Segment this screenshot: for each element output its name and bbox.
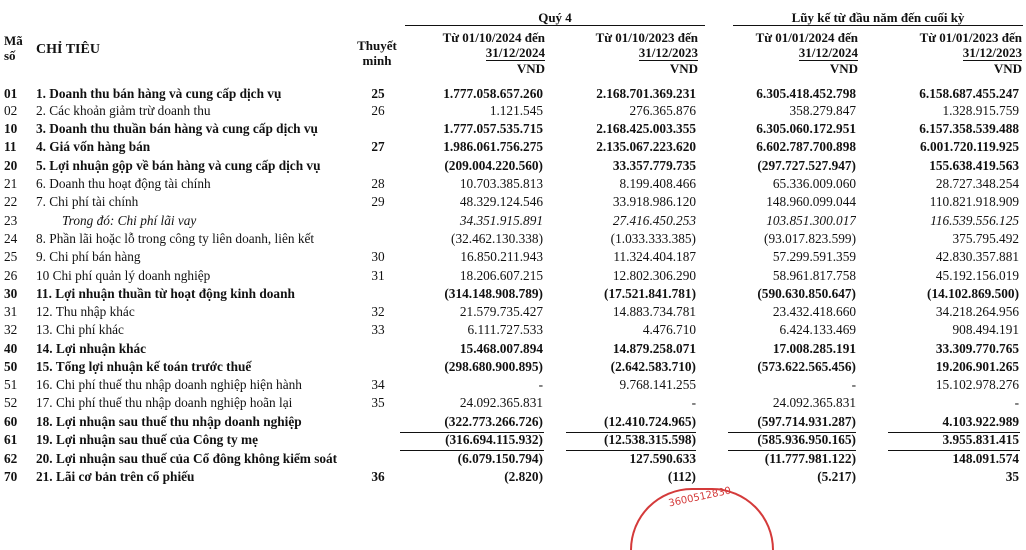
table-row — [0, 413, 1026, 431]
row-indicator: 14. Lợi nhuận khác — [36, 341, 147, 356]
row-value-q4-2023: - — [691, 395, 696, 410]
row-code: 70 — [4, 469, 18, 484]
row-value-ytd-2024: 23.432.418.660 — [772, 304, 856, 319]
row-value-q4-2024: 21.579.735.427 — [459, 304, 543, 319]
row-code: 26 — [4, 268, 18, 283]
row-indicator: 13. Chi phí khác — [36, 322, 124, 337]
table-row — [0, 450, 1026, 468]
row-value-ytd-2023: 155.638.419.563 — [929, 158, 1019, 173]
row-value-q4-2023: 27.416.450.253 — [612, 213, 696, 228]
col-header-ytd-2023: Từ 01/01/2023 đến 31/12/2023 VND — [919, 30, 1022, 76]
row-value-ytd-2023: 6.001.720.119.925 — [920, 139, 1019, 154]
quarter-group-header: Quý 4 — [405, 10, 705, 26]
total-line-1b — [400, 450, 544, 451]
table-row — [0, 157, 1026, 175]
row-indicator: 17. Chi phí thuế thu nhập doanh nghiệp hoãn lại — [36, 395, 293, 410]
row-indicator: 10 Chi phí quản lý doanh nghiệp — [36, 268, 211, 283]
note-header: Thuyết minh — [357, 38, 397, 68]
row-value-q4-2023: 14.879.258.071 — [612, 341, 696, 356]
table-row — [0, 431, 1026, 449]
row-value-q4-2024: 6.111.727.533 — [467, 322, 543, 337]
row-value-ytd-2023: 6.158.687.455.247 — [919, 86, 1019, 101]
row-indicator: 8. Phần lãi hoặc lỗ trong công ty liên doanh, liên kết — [36, 231, 315, 246]
row-value-ytd-2024: (93.017.823.599) — [764, 231, 856, 246]
total-line-3b — [728, 450, 856, 451]
row-code: 60 — [4, 414, 18, 429]
row-code: 31 — [4, 304, 18, 319]
row-value-q4-2023: 14.883.734.781 — [612, 304, 696, 319]
row-code: 10 — [4, 121, 18, 136]
row-note: 34 — [371, 377, 385, 392]
row-value-q4-2024: 15.468.007.894 — [459, 341, 543, 356]
col-header-q4-2024: Từ 01/10/2024 đến 31/12/2024 VND — [442, 30, 545, 76]
total-line-1 — [400, 432, 544, 433]
row-code: 11 — [4, 139, 17, 154]
row-value-q4-2023: 127.590.633 — [629, 451, 696, 466]
row-value-q4-2024: (209.004.220.560) — [444, 158, 543, 173]
row-value-ytd-2023: 4.103.922.989 — [942, 414, 1019, 429]
row-value-q4-2024: 18.206.607.215 — [459, 268, 543, 283]
row-value-ytd-2024: 103.851.300.017 — [766, 213, 856, 228]
row-note: 25 — [371, 86, 385, 101]
row-value-q4-2024: (298.680.900.895) — [444, 359, 543, 374]
row-code: 20 — [4, 158, 18, 173]
row-code: 30 — [4, 286, 18, 301]
row-value-q4-2023: 9.768.141.255 — [619, 377, 696, 392]
row-value-ytd-2023: 3.955.831.415 — [942, 432, 1019, 447]
row-indicator: Trong đó: Chi phí lãi vay — [62, 213, 197, 228]
row-value-q4-2023: (2.642.583.710) — [610, 359, 696, 374]
row-value-ytd-2023: 33.309.770.765 — [935, 341, 1019, 356]
row-value-q4-2023: (112) — [667, 469, 696, 484]
row-indicator: 18. Lợi nhuận sau thuế thu nhập doanh nghiệp — [36, 414, 302, 429]
row-note: 29 — [371, 194, 385, 209]
row-value-ytd-2023: 116.539.556.125 — [930, 213, 1019, 228]
row-value-ytd-2023: (14.102.869.500) — [927, 286, 1019, 301]
row-value-ytd-2023: 1.328.915.759 — [942, 103, 1019, 118]
row-value-q4-2023: 12.802.306.290 — [612, 268, 696, 283]
row-value-q4-2024: 34.351.915.891 — [459, 213, 543, 228]
row-code: 02 — [4, 103, 18, 118]
row-indicator: 9. Chi phí bán hàng — [36, 249, 141, 264]
row-value-ytd-2023: 6.157.358.539.488 — [919, 121, 1019, 136]
row-indicator: 20. Lợi nhuận sau thuế của Cổ đông không kiểm soát — [36, 451, 338, 466]
row-code: 23 — [4, 213, 18, 228]
row-value-q4-2024: (322.773.266.726) — [444, 414, 543, 429]
row-indicator: 7. Chi phí tài chính — [36, 194, 139, 209]
table-row — [0, 340, 1026, 358]
row-value-ytd-2023: 19.206.901.265 — [935, 359, 1019, 374]
row-value-q4-2023: 33.918.986.120 — [612, 194, 696, 209]
row-value-ytd-2023: 35 — [1005, 469, 1019, 484]
row-value-q4-2024: (2.820) — [504, 469, 543, 484]
company-seal-number: 3600512830 — [667, 485, 733, 510]
row-code: 22 — [4, 194, 18, 209]
row-value-ytd-2024: (573.622.565.456) — [757, 359, 856, 374]
table-row — [0, 358, 1026, 376]
table-row — [0, 120, 1026, 138]
row-indicator: 15. Tổng lợi nhuận kế toán trước thuế — [36, 359, 252, 374]
row-indicator: 2. Các khoản giảm trừ doanh thu — [36, 103, 211, 118]
total-line-3 — [728, 432, 856, 433]
row-value-ytd-2023: 15.102.978.276 — [935, 377, 1019, 392]
col-header-q4-2023: Từ 01/10/2023 đến 31/12/2023 VND — [595, 30, 698, 76]
row-code: 52 — [4, 395, 18, 410]
table-row — [0, 248, 1026, 266]
row-value-q4-2024: 1.986.061.756.275 — [443, 139, 543, 154]
row-value-ytd-2023: 34.218.264.956 — [935, 304, 1019, 319]
row-value-q4-2024: 1.777.057.535.715 — [443, 121, 543, 136]
row-value-q4-2024: - — [538, 377, 543, 392]
row-value-ytd-2024: 6.305.418.452.798 — [756, 86, 856, 101]
row-value-ytd-2023: 908.494.191 — [952, 322, 1019, 337]
table-row — [0, 212, 1026, 230]
row-value-ytd-2024: (585.936.950.165) — [757, 432, 856, 447]
row-value-ytd-2024: 6.305.060.172.951 — [756, 121, 856, 136]
row-value-q4-2024: (6.079.150.794) — [457, 451, 543, 466]
row-indicator: 5. Lợi nhuận gộp về bán hàng và cung cấp dịch vụ — [36, 158, 321, 173]
row-value-q4-2024: (314.148.908.789) — [444, 286, 543, 301]
row-value-q4-2024: 1.121.545 — [489, 103, 543, 118]
table-row — [0, 193, 1026, 211]
row-value-ytd-2023: 148.091.574 — [952, 451, 1019, 466]
table-row — [0, 175, 1026, 193]
row-value-ytd-2024: (297.727.527.947) — [757, 158, 856, 173]
row-value-q4-2023: 2.168.425.003.355 — [596, 121, 696, 136]
row-note: 31 — [371, 268, 385, 283]
ytd-group-header: Lũy kế từ đầu năm đến cuối kỳ — [733, 10, 1023, 26]
row-value-q4-2023: 8.199.408.466 — [619, 176, 696, 191]
row-value-ytd-2024: 6.424.133.469 — [779, 322, 856, 337]
row-code: 25 — [4, 249, 18, 264]
row-note: 27 — [371, 139, 385, 154]
row-value-q4-2024: 1.777.058.657.260 — [443, 86, 543, 101]
row-value-q4-2023: 276.365.876 — [629, 103, 696, 118]
row-code: 61 — [4, 432, 18, 447]
total-line-2b — [566, 450, 696, 451]
row-value-ytd-2024: 65.336.009.060 — [772, 176, 856, 191]
row-note: 36 — [371, 469, 385, 484]
table-row — [0, 376, 1026, 394]
row-value-ytd-2023: 42.830.357.881 — [935, 249, 1019, 264]
row-value-ytd-2024: 358.279.847 — [789, 103, 856, 118]
row-indicator: 12. Thu nhập khác — [36, 304, 135, 319]
table-row — [0, 102, 1026, 120]
row-indicator: 3. Doanh thu thuần bán hàng và cung cấp dịch vụ — [36, 121, 318, 136]
row-note: 30 — [371, 249, 385, 264]
row-value-ytd-2023: 110.821.918.909 — [929, 194, 1019, 209]
row-value-q4-2024: (316.694.115.932) — [445, 432, 543, 447]
total-line-4b — [888, 450, 1020, 451]
total-line-2 — [566, 432, 696, 433]
row-note: 33 — [371, 322, 385, 337]
row-value-ytd-2024: - — [851, 377, 856, 392]
row-code: 24 — [4, 231, 18, 246]
table-row — [0, 394, 1026, 412]
row-indicator: 21. Lãi cơ bản trên cổ phiếu — [36, 469, 195, 484]
row-value-q4-2024: (32.462.130.338) — [451, 231, 543, 246]
row-value-ytd-2024: (590.630.850.647) — [757, 286, 856, 301]
row-value-ytd-2024: (11.777.981.122) — [764, 451, 856, 466]
row-value-ytd-2023: 45.192.156.019 — [935, 268, 1019, 283]
row-indicator: 1. Doanh thu bán hàng và cung cấp dịch vụ — [36, 86, 282, 101]
row-value-ytd-2023: 375.795.492 — [952, 231, 1019, 246]
row-note: 35 — [371, 395, 385, 410]
row-note: 28 — [371, 176, 385, 191]
row-value-q4-2023: (12.538.315.598) — [604, 432, 696, 447]
row-value-ytd-2023: - — [1014, 395, 1019, 410]
row-note: 32 — [371, 304, 385, 319]
row-indicator: 19. Lợi nhuận sau thuế của Công ty mẹ — [36, 432, 259, 447]
row-value-ytd-2023: 28.727.348.254 — [935, 176, 1019, 191]
row-value-q4-2023: 2.135.067.223.620 — [596, 139, 696, 154]
row-value-q4-2024: 24.092.365.831 — [459, 395, 543, 410]
table-row — [0, 267, 1026, 285]
row-indicator: 6. Doanh thu hoạt động tài chính — [36, 176, 211, 191]
table-row — [0, 285, 1026, 303]
row-indicator: 16. Chi phí thuế thu nhập doanh nghiệp hiện hành — [36, 377, 302, 392]
row-value-q4-2024: 48.329.124.546 — [459, 194, 543, 209]
table-row — [0, 230, 1026, 248]
row-value-ytd-2024: (5.217) — [817, 469, 856, 484]
code-header-label: Mã số — [4, 33, 23, 63]
row-indicator: 11. Lợi nhuận thuần từ hoạt động kinh doanh — [36, 286, 295, 301]
row-code: 51 — [4, 377, 18, 392]
row-value-ytd-2024: 148.960.099.044 — [766, 194, 856, 209]
table-row — [0, 321, 1026, 339]
row-value-ytd-2024: 24.092.365.831 — [772, 395, 856, 410]
row-value-q4-2023: 2.168.701.369.231 — [596, 86, 696, 101]
row-indicator: 4. Giá vốn hàng bán — [36, 139, 151, 154]
row-note: 26 — [371, 103, 385, 118]
row-value-ytd-2024: 57.299.591.359 — [772, 249, 856, 264]
row-value-q4-2024: 16.850.211.943 — [460, 249, 543, 264]
total-line-4 — [888, 432, 1020, 433]
indicator-header: CHỈ TIÊU — [36, 42, 100, 57]
row-code: 32 — [4, 322, 18, 337]
row-value-q4-2023: (1.033.333.385) — [610, 231, 696, 246]
row-code: 40 — [4, 341, 18, 356]
table-row — [0, 468, 1026, 486]
table-row — [0, 85, 1026, 103]
row-value-ytd-2024: (597.714.931.287) — [757, 414, 856, 429]
row-value-q4-2024: 10.703.385.813 — [459, 176, 543, 191]
row-value-ytd-2024: 6.602.787.700.898 — [756, 139, 856, 154]
row-value-q4-2023: (12.410.724.965) — [604, 414, 696, 429]
row-value-q4-2023: 11.324.404.187 — [613, 249, 696, 264]
code-header — [4, 33, 28, 63]
table-row — [0, 303, 1026, 321]
row-code: 50 — [4, 359, 18, 374]
col-header-ytd-2024: Từ 01/01/2024 đến 31/12/2024 VND — [755, 30, 858, 76]
row-code: 62 — [4, 451, 18, 466]
table-row — [0, 138, 1026, 156]
row-value-q4-2023: (17.521.841.781) — [604, 286, 696, 301]
row-value-ytd-2024: 58.961.817.758 — [772, 268, 856, 283]
row-value-q4-2023: 33.357.779.735 — [612, 158, 696, 173]
row-value-q4-2023: 4.476.710 — [642, 322, 696, 337]
row-value-ytd-2024: 17.008.285.191 — [772, 341, 856, 356]
row-code: 01 — [4, 86, 18, 101]
row-code: 21 — [4, 176, 18, 191]
